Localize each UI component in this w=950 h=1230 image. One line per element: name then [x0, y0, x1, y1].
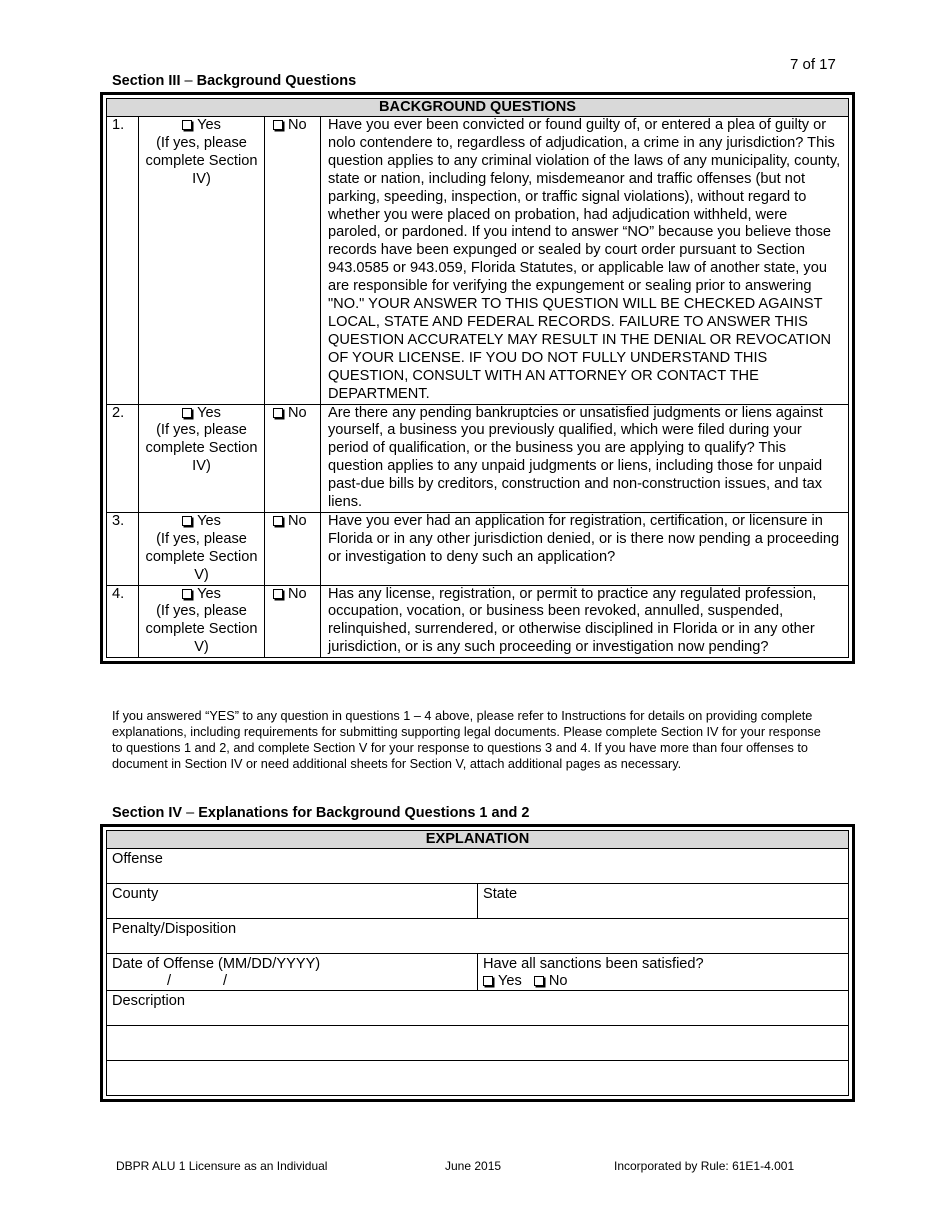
section-4-title-prefix: Section IV	[112, 805, 183, 821]
footer-rule: Incorporated by Rule: 61E1-4.001	[614, 1159, 795, 1173]
question-row-4	[107, 585, 849, 658]
question-text: Has any license, registration, or permit to practice any regulated profession, occupation, vocation, or business been revoked, annulled, suspended, relinquished, surrendered, or otherwise disciplined in Florida or in any other jurisdiction, or is any such proceeding or investigation now pending?	[321, 585, 849, 658]
checkbox-icon[interactable]	[534, 976, 544, 986]
county-field[interactable]	[107, 884, 478, 919]
question-text: Have you ever had an application for registration, certification, or licensure in Florida or in any other jurisdiction denied, or is there now pending a proceeding or investigation to deny such an application?	[321, 512, 849, 585]
yes-option[interactable]	[139, 117, 265, 405]
yes-note: (If yes, please complete Section V)	[145, 603, 258, 656]
explanation-table	[106, 830, 849, 1096]
yes-option[interactable]	[139, 585, 265, 658]
county-label: County	[112, 886, 159, 902]
yes-label: Yes	[197, 585, 221, 602]
checkbox-icon[interactable]	[273, 516, 283, 526]
yes-label: Yes	[197, 404, 221, 421]
question-row-2	[107, 404, 849, 512]
question-number: 2.	[107, 404, 139, 512]
sanctions-no-option[interactable]	[534, 973, 568, 989]
yes-note: (If yes, please complete Section IV)	[145, 134, 258, 187]
sanctions-yes-option[interactable]	[483, 973, 522, 989]
section-3-title-suffix: Background Questions	[196, 73, 357, 89]
date-of-offense-label: Date of Offense (MM/DD/YYYY)	[112, 956, 321, 972]
section-3-title-prefix: Section III	[112, 73, 181, 89]
checkbox-icon[interactable]	[182, 408, 192, 418]
section-3-dash: –	[184, 73, 193, 89]
section-4-heading	[112, 805, 529, 821]
section-4-dash: –	[186, 805, 195, 821]
explanation-frame	[100, 824, 855, 1102]
date-separator: /	[223, 973, 228, 989]
footer-date: June 2015	[445, 1159, 502, 1173]
question-number: 3.	[107, 512, 139, 585]
checkbox-icon[interactable]	[182, 589, 192, 599]
question-row-3	[107, 512, 849, 585]
question-row-1	[107, 117, 849, 405]
state-label: State	[483, 886, 518, 902]
question-number: 4.	[107, 585, 139, 658]
no-option[interactable]	[265, 512, 321, 585]
yes-label: Yes	[197, 512, 221, 529]
question-text: Have you ever been convicted or found guilty of, or entered a plea of guilty or nolo contendere to, regardless of adjudication, a crime in any jurisdiction? This question applies to any criminal violation of the laws of any municipality, county, state or nation, including felony, misdemeanor and traffic offenses (but not parking, speeding, inspection, or traffic signal violations), without regard to whether you were placed on probation, had adjudication withheld, were paroled, or pardoned. If you intend to answer “NO” because you believe those records have been expunged or sealed by court order pursuant to Section 943.0585 or 943.059, Florida Statutes, or applicable law of another state, you are responsible for verifying the expungement or sealing prior to answering "NO." YOUR ANSWER TO THIS QUESTION WILL BE CHECKED AGAINST LOCAL, STATE AND FEDERAL RECORDS. FAILURE TO ANSWER THIS QUESTION ACCURATELY MAY RESULT IN THE DENIAL OR REVOCATION OF YOUR LICENSE. IF YOU DO NOT FULLY UNDERSTAND THIS QUESTION, CONSULT WITH AN ATTORNEY OR CONTACT THE DEPARTMENT.	[321, 117, 849, 405]
no-label: No	[288, 117, 307, 133]
checkbox-icon[interactable]	[273, 408, 283, 418]
checkbox-icon[interactable]	[273, 589, 283, 599]
sanctions-yes-label: Yes	[498, 973, 522, 989]
background-questions-table	[106, 98, 849, 658]
no-option[interactable]	[265, 117, 321, 405]
checkbox-icon[interactable]	[182, 120, 192, 130]
no-option[interactable]	[265, 585, 321, 658]
yes-label: Yes	[197, 117, 221, 133]
sanctions-no-label: No	[548, 973, 568, 989]
offense-label: Offense	[112, 851, 163, 867]
footer-form-name: DBPR ALU 1 Licensure as an Individual	[116, 1159, 328, 1173]
yes-note: (If yes, please complete Section IV)	[145, 422, 258, 475]
page-number: 7 of 17	[790, 56, 836, 73]
explanation-heading: EXPLANATION	[107, 831, 849, 849]
description-field[interactable]	[107, 991, 849, 1026]
date-separators	[112, 973, 472, 990]
checkbox-icon[interactable]	[273, 120, 283, 130]
date-separator: /	[167, 973, 172, 989]
yes-option[interactable]	[139, 512, 265, 585]
background-questions-frame	[100, 92, 855, 664]
yes-option[interactable]	[139, 404, 265, 512]
background-questions-heading: BACKGROUND QUESTIONS	[107, 99, 849, 117]
checkbox-icon[interactable]	[182, 516, 192, 526]
sanctions-question: Have all sanctions been satisfied?	[483, 956, 704, 972]
description-line[interactable]	[107, 1026, 849, 1061]
description-line[interactable]	[107, 1061, 849, 1096]
question-number: 1.	[107, 117, 139, 405]
offense-field[interactable]	[107, 849, 849, 884]
question-text: Are there any pending bankruptcies or unsatisfied judgments or liens against yourself, a business you previously qualified, which were filed during your period of qualification, or the business you are applying to qualify? This question applies to any unpaid judgments or liens, including those for unpaid past-due bills by creditors, construction and non-construction issues, and tax liens.	[321, 404, 849, 512]
section-3-heading	[112, 73, 356, 89]
no-option[interactable]	[265, 404, 321, 512]
no-label: No	[288, 512, 307, 529]
no-label: No	[288, 404, 307, 421]
section-4-title-suffix: Explanations for Background Questions 1 and 2	[198, 805, 530, 821]
checkbox-icon[interactable]	[483, 976, 493, 986]
penalty-disposition-label: Penalty/Disposition	[112, 921, 237, 937]
no-label: No	[288, 585, 307, 602]
description-label: Description	[112, 993, 185, 1009]
sanctions-field	[478, 954, 849, 991]
state-field[interactable]	[478, 884, 849, 919]
yes-note: (If yes, please complete Section V)	[145, 530, 258, 583]
date-of-offense-field[interactable]	[107, 954, 478, 991]
penalty-disposition-field[interactable]	[107, 919, 849, 954]
instructions-paragraph: If you answered “YES” to any question in questions 1 – 4 above, please refer to Instructions for details on providing complete explanations, including requirements for submitting supporting legal documents. Please complete Section IV for your response to questions 1 and 2, and complete Section V for your response to questions 3 and 4. If you have more than four offenses to document in Section IV or need additional sheets for Section V, attach additional pages as necessary.	[112, 709, 821, 771]
